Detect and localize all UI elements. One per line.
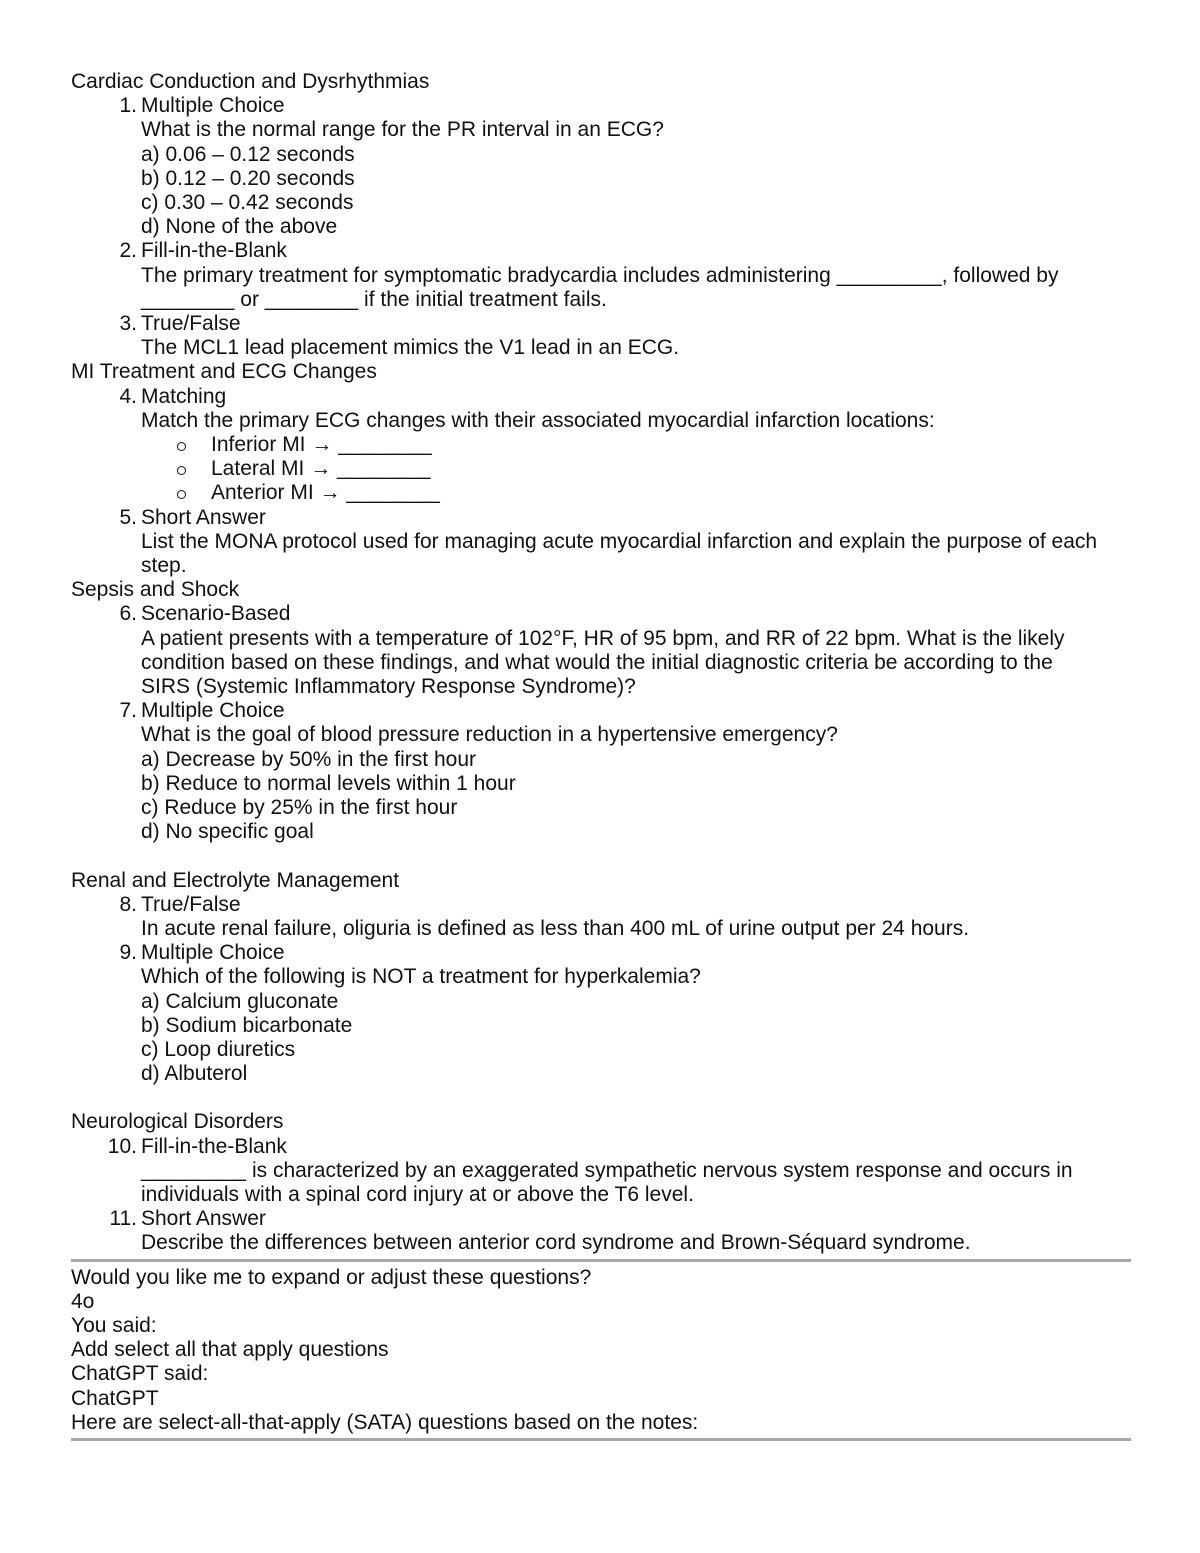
section-heading: MI Treatment and ECG Changes (71, 360, 377, 384)
question-type: Fill-in-the-Blank (141, 1134, 287, 1158)
question-text: List the MONA protocol used for managing acute myocardial infarction and explain the purpose of each (141, 529, 1098, 553)
question-3-header (71, 312, 1133, 336)
question-type: True/False (141, 312, 241, 336)
user-message: Add select all that apply questions (71, 1338, 389, 1362)
section-heading: Cardiac Conduction and Dysrhythmias (71, 70, 430, 93)
question-text: _________ is characterized by an exaggerated sympathetic nervous system response and occurs in (141, 1158, 1073, 1182)
question-7-header (71, 699, 1133, 723)
question-number: 9. (119, 941, 137, 965)
question-2-header (71, 239, 1133, 263)
answer-option: d) No specific goal (141, 820, 314, 844)
question-text: individuals with a spinal cord injury at or above the T6 level. (141, 1182, 694, 1206)
question-type: True/False (141, 892, 241, 916)
answer-option: c) Reduce by 25% in the first hour (141, 796, 458, 820)
matching-item (71, 457, 1133, 481)
question-number: 11. (109, 1207, 137, 1231)
section-heading: Renal and Electrolyte Management (71, 868, 400, 892)
matching-item (71, 481, 1133, 505)
matching-item-text: Inferior MI → ________ (211, 433, 432, 457)
question-11-header (71, 1207, 1133, 1231)
assistant-speaker-label: ChatGPT said: (71, 1362, 209, 1386)
question-number: 10. (107, 1134, 137, 1158)
answer-option: b) Sodium bicarbonate (141, 1013, 353, 1037)
question-text: ________ or ________ if the initial treatment fails. (141, 287, 607, 311)
question-type: Multiple Choice (141, 941, 285, 965)
question-number: 4. (119, 384, 137, 408)
question-8-header (71, 893, 1133, 917)
question-number: 2. (119, 239, 137, 263)
matching-item-text: Anterior MI → ________ (211, 481, 440, 505)
question-text: SIRS (Systemic Inflammatory Response Syndrome)? (141, 675, 636, 699)
model-label: 4o (71, 1289, 95, 1313)
question-text: What is the normal range for the PR interval in an ECG? (141, 118, 664, 142)
question-number: 6. (119, 602, 137, 626)
divider (71, 1259, 1131, 1262)
divider (71, 1438, 1131, 1441)
section-heading: Sepsis and Shock (71, 578, 240, 602)
question-text: A patient presents with a temperature of 102°F, HR of 95 bpm, and RR of 22 bpm. What is the likely (141, 626, 1065, 650)
section-heading: Neurological Disorders (71, 1110, 284, 1134)
assistant-offer: Would you like me to expand or adjust these questions? (71, 1265, 592, 1289)
question-type: Matching (141, 384, 227, 408)
answer-option: a) Calcium gluconate (141, 989, 339, 1013)
question-number: 3. (119, 312, 137, 336)
question-number: 1. (119, 94, 137, 118)
matching-item (71, 433, 1133, 457)
question-type: Scenario-Based (141, 602, 291, 626)
question-text: The primary treatment for symptomatic bradycardia includes administering _________, followed by (141, 263, 1059, 287)
question-10-header (71, 1135, 1133, 1159)
user-speaker-label: You said: (71, 1313, 157, 1337)
question-6-header (71, 602, 1133, 626)
bullet-icon (177, 490, 186, 499)
question-type: Short Answer (141, 1207, 266, 1231)
answer-option: b) 0.12 – 0.20 seconds (141, 166, 355, 190)
answer-option: b) Reduce to normal levels within 1 hour (141, 771, 516, 795)
document-page (71, 70, 1133, 1445)
answer-option: d) None of the above (141, 215, 338, 239)
question-type: Fill-in-the-Blank (141, 239, 287, 263)
question-number: 8. (119, 892, 137, 916)
question-1-header (71, 94, 1133, 118)
question-type: Multiple Choice (141, 699, 285, 723)
question-text: Describe the differences between anterior cord syndrome and Brown-Séquard syndrome. (141, 1231, 971, 1255)
question-9-header (71, 941, 1133, 965)
question-5-header (71, 506, 1133, 530)
question-text: What is the goal of blood pressure reduction in a hypertensive emergency? (141, 723, 838, 747)
question-text: In acute renal failure, oliguria is defined as less than 400 mL of urine output per 24 hours. (141, 916, 970, 940)
answer-option: c) 0.30 – 0.42 seconds (141, 191, 354, 215)
question-number: 7. (119, 699, 137, 723)
matching-item-text: Lateral MI → ________ (211, 457, 431, 481)
answer-option: a) 0.06 – 0.12 seconds (141, 142, 355, 166)
question-text: Match the primary ECG changes with their associated myocardial infarction locations: (141, 408, 935, 432)
assistant-reply: Here are select-all-that-apply (SATA) questions based on the notes: (71, 1410, 699, 1434)
answer-option: a) Decrease by 50% in the first hour (141, 747, 476, 771)
question-4-header (71, 385, 1133, 409)
question-type: Multiple Choice (141, 94, 285, 118)
question-text: step. (141, 554, 187, 578)
spacer (71, 845, 1133, 869)
question-text: The MCL1 lead placement mimics the V1 lead in an ECG. (141, 336, 680, 360)
bullet-icon (177, 466, 186, 475)
bullet-icon (177, 442, 186, 451)
answer-option: c) Loop diuretics (141, 1037, 296, 1061)
question-number: 5. (119, 505, 137, 529)
question-type: Short Answer (141, 505, 266, 529)
assistant-name: ChatGPT (71, 1386, 159, 1410)
question-text: Which of the following is NOT a treatment for hyperkalemia? (141, 965, 701, 989)
answer-option: d) Albuterol (141, 1062, 248, 1086)
question-text: condition based on these findings, and what would the initial diagnostic criteria be according to the (141, 650, 1053, 674)
spacer (71, 1086, 1133, 1110)
